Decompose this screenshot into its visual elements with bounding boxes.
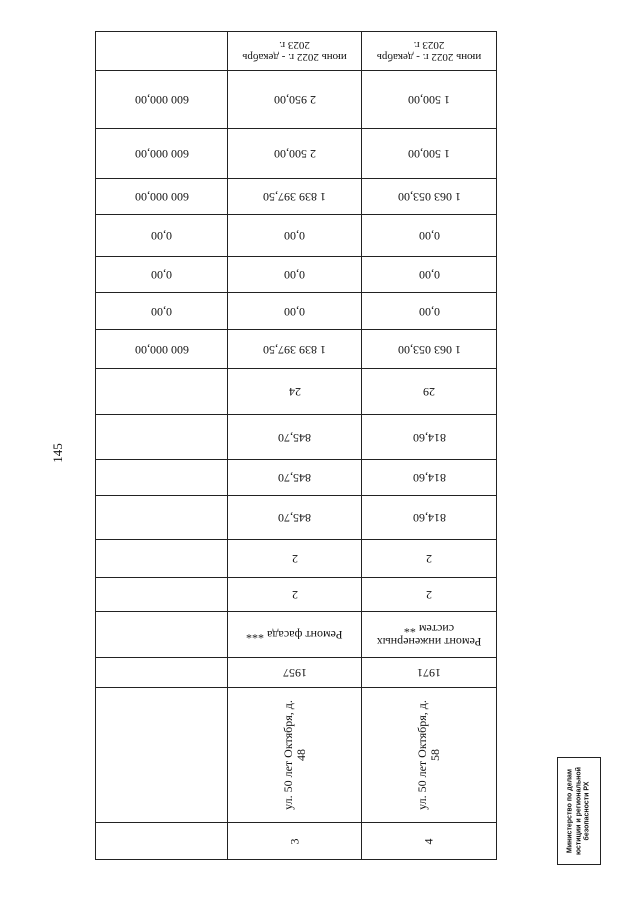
period-row	[96, 32, 496, 70]
table-cell: 600 000,00	[96, 179, 228, 214]
table-cell: 845,70	[228, 415, 362, 459]
table-row	[96, 70, 496, 128]
table-cell: 1 500,00	[408, 147, 450, 161]
table-cell: 0,00	[418, 229, 440, 243]
table-row	[96, 128, 496, 178]
table-cell: 2	[228, 578, 362, 611]
table-cell: 2 500,00	[228, 129, 362, 178]
address-row	[96, 687, 496, 822]
table-cell: 1957	[228, 658, 362, 687]
row-number-row	[96, 822, 496, 859]
table-cell: 0,00	[418, 304, 440, 319]
ministry-stamp	[557, 757, 601, 865]
table-cell	[96, 612, 228, 657]
table-cell	[96, 823, 228, 859]
table-cell: 600 000,00	[96, 330, 228, 368]
table-cell: 814,60	[412, 511, 446, 525]
table-cell: 845,70	[228, 496, 362, 539]
table-cell	[96, 460, 228, 495]
table-row	[96, 459, 496, 495]
table-cell: 2 950,00	[228, 71, 362, 128]
cell-period: июнь 2022 г. - декабрь 2023 г.	[228, 32, 362, 70]
table-cell: 600 000,00	[96, 71, 228, 128]
address-cell: ул. 50 лет Октября, д. 48	[228, 688, 362, 822]
table-cell	[96, 496, 228, 539]
table-cell: 0,00	[96, 257, 228, 292]
table-cell	[96, 540, 228, 577]
table-cell: 0,00	[228, 215, 362, 256]
table-cell: 0,00	[418, 268, 440, 282]
table-row	[96, 611, 496, 657]
data-table	[95, 31, 497, 860]
table-cell: Ремонт фасада ***	[228, 612, 362, 657]
row-number-cell: 3	[228, 823, 362, 859]
table-cell: 2	[228, 540, 362, 577]
table-cell: 814,60	[412, 471, 446, 485]
table-cell: 2	[426, 552, 432, 566]
row-number-cell: 4	[421, 838, 436, 844]
table-cell: Ремонт инженерных систем **	[376, 621, 482, 649]
table-cell: 600 000,00	[96, 129, 228, 178]
table-cell: 1 839 397,50	[228, 330, 362, 368]
cell-empty	[96, 32, 228, 70]
table-cell: 0,00	[96, 215, 228, 256]
table-row	[96, 256, 496, 292]
table-cell: 1971	[417, 666, 441, 680]
table-cell: 1 839 397,50	[228, 179, 362, 214]
page-number: 145	[50, 443, 65, 463]
table-row	[96, 577, 496, 611]
cell-period: июнь 2022 г. - декабрь 2023 г.	[376, 39, 482, 63]
table-cell: 0,00	[228, 293, 362, 329]
address-cell: ул. 50 лет Октября, д. 58	[415, 700, 442, 810]
table-row	[96, 368, 496, 414]
table-cell: 1 500,00	[408, 93, 450, 107]
table-row	[96, 178, 496, 214]
table-row	[96, 495, 496, 539]
table-cell: 2	[426, 588, 432, 602]
stamp-text: Министерство по делам юстиции и региональной безопасности РХ	[566, 767, 591, 855]
table-cell	[96, 369, 228, 414]
table-row	[96, 657, 496, 687]
table-row	[96, 329, 496, 368]
table-cell: 845,70	[228, 460, 362, 495]
table-cell: 1 063 053,00	[397, 190, 461, 204]
table-cell: 1 063 053,00	[397, 342, 461, 357]
table-row	[96, 214, 496, 256]
table-row	[96, 539, 496, 577]
table-cell: 0,00	[96, 293, 228, 329]
table-cell: 24	[228, 369, 362, 414]
table-cell	[96, 578, 228, 611]
table-cell: 0,00	[228, 257, 362, 292]
table-cell: 29	[423, 385, 435, 399]
table-cell	[96, 688, 228, 822]
table-row	[96, 414, 496, 459]
table-row	[96, 292, 496, 329]
table-cell	[96, 658, 228, 687]
table-cell	[96, 415, 228, 459]
table-cell: 814,60	[412, 430, 446, 445]
